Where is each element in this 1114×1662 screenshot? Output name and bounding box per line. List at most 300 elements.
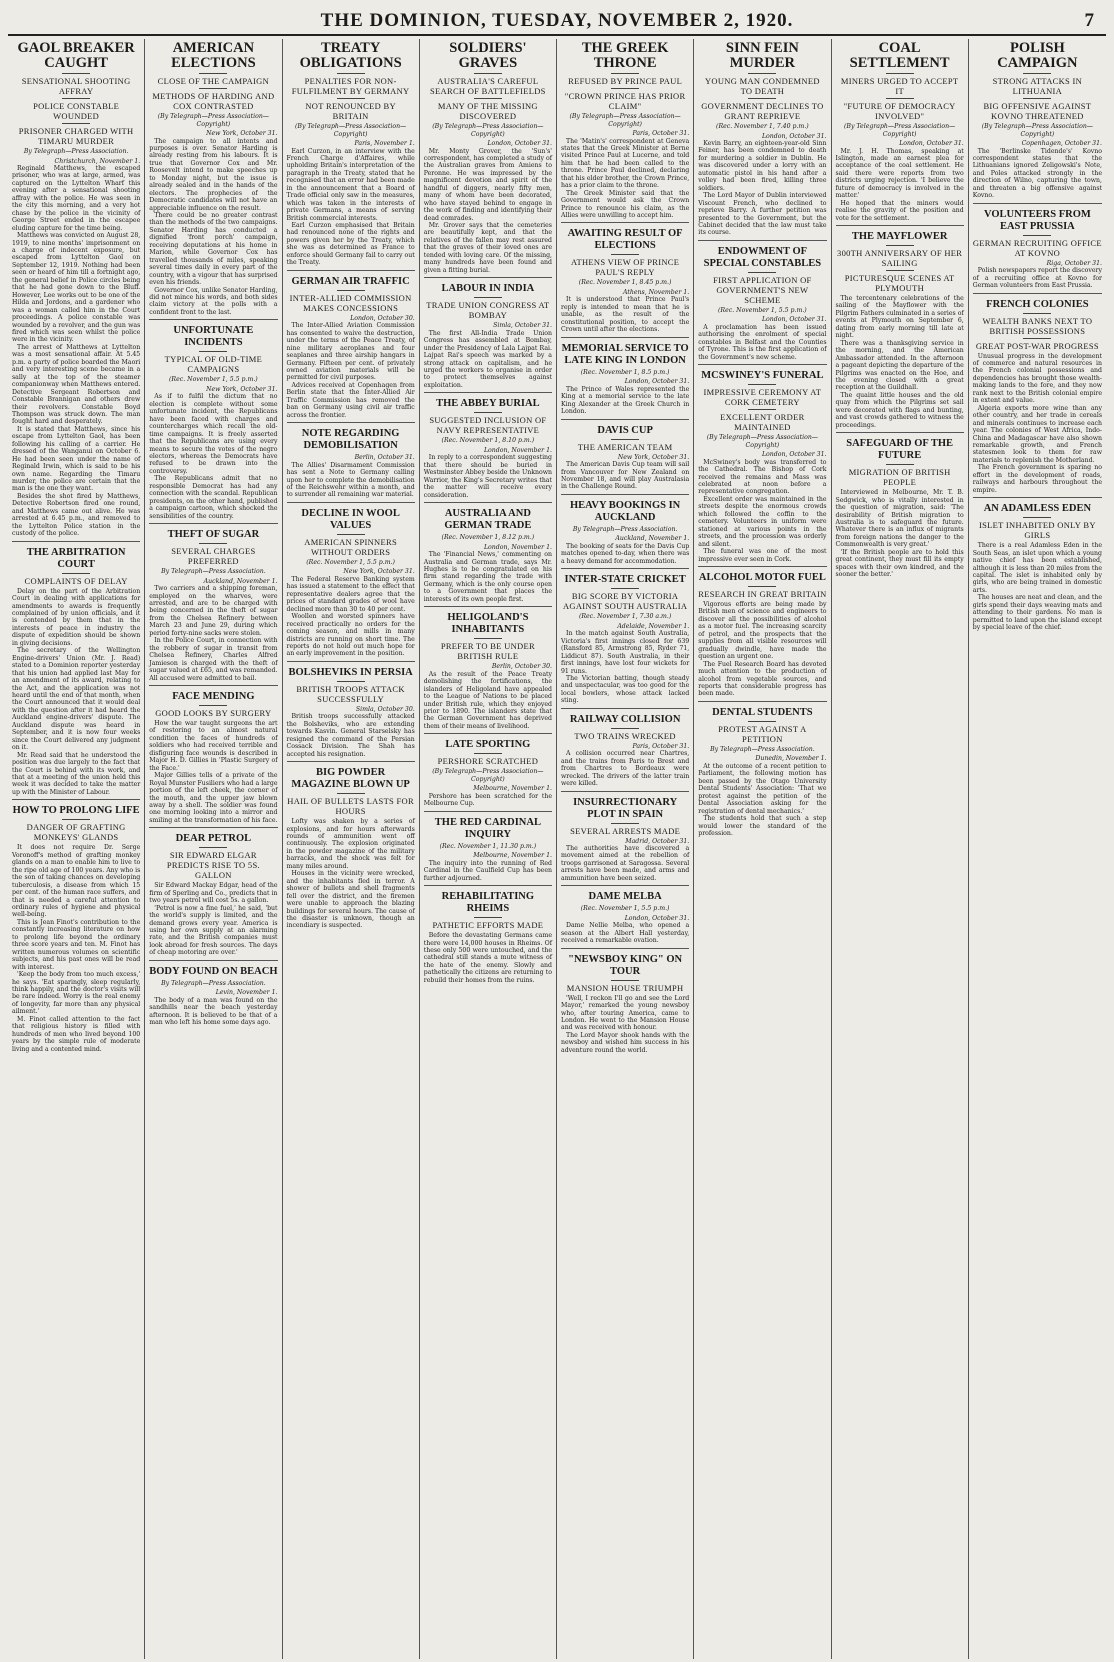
body-paragraph: The Victorian batting, though steady and unspectacular, was too good for the local bowlers, whose attack lacked sting. xyxy=(561,674,690,705)
deck-rule xyxy=(611,980,639,981)
body-paragraph: There was a thanksgiving service in the morning, and the American Ambassador attended. In the afternoon a pageant depicting the departure of the Pilgrims was enacted on the Hoe, and the evening closed with a great reception at the Guildhall. xyxy=(835,339,964,392)
article-rehabilitating-rheims xyxy=(424,885,552,984)
body-paragraph: Matthews was convicted on August 28, 1919, to nine months' imprisonment on a charge of indecent exposure, but escaped from Lyttelton Gaol on September 12, 1919. Nothing had been seen or heard of him till a fortnight ago, the general belief in Police circles being that he had gone down to the Bluff. However, Lee works out to be one of the Hilda and Jordons, and a gardener who was a woman called him in the Court proceedings. A police constable was wounded by a revolver, and the gun was fired which was seen whilst the police were in the vicinity. xyxy=(12,232,141,344)
article-bolsheviks-in-persia xyxy=(287,661,415,758)
body-paragraph: There is a real Adamless Eden in the South Seas, an islet upon which a young native chief has been established, although it is less than 20 miles from the capital. The islet is inhabited only by girls, who are being trained in domestic arts. xyxy=(972,542,1102,594)
body-paragraph: The quaint little houses and the old quay from which the Pilgrims set sail were decorated with flags and bunting, and vast crowds gathered to witness the proceedings. xyxy=(835,391,964,429)
body-paragraph: There could be no greater contrast than the methods of the two campaigns. Senator Harding has conducted a dignified 'front porch' campaign, receiving deputations at his home in Marion, while Governor Cox has travelled thousands of miles, speaking several times daily in every part of the country, with a vigour that has surprised even his friends. xyxy=(149,212,278,287)
article-theft-of-sugar xyxy=(149,523,277,682)
deck-rule xyxy=(611,588,639,589)
headline: HEAVY BOOKINGS IN AUCKLAND xyxy=(569,499,681,523)
dateline: Athens, November 1. xyxy=(623,288,690,296)
article-note-regarding-demobilisation xyxy=(287,422,415,499)
byline: By Telegraph—Press Association. xyxy=(161,568,266,576)
dateline: Paris, October 31. xyxy=(632,742,690,750)
deck-headline: MINERS URGED TO ACCEPT IT xyxy=(840,76,959,96)
dateline: Madrid, October 31. xyxy=(625,837,690,845)
dateline: Berlin, October 30. xyxy=(491,663,552,671)
dateline: Melbourne, November 1. xyxy=(473,785,552,793)
body-paragraph: The authorities have discovered a movement aimed at the rebellion of troops garrisoned at Saragossa. Several arrests have been made, and arms and ammunition have been seized. xyxy=(561,845,690,882)
article-late-sporting xyxy=(424,733,552,807)
byline: (By Telegraph—Press Association—Copyright) xyxy=(157,113,269,128)
headline: COAL SETTLEMENT xyxy=(849,40,950,71)
deck-headline: MIGRATION OF BRITISH PEOPLE xyxy=(848,467,951,488)
deck-headline: YOUNG MAN CONDEMNED TO DEATH xyxy=(704,76,820,96)
deck-headline: SEVERAL CHARGES PREFERRED xyxy=(171,546,256,567)
headline: AMERICAN ELECTIONS xyxy=(171,40,256,71)
headline: BOLSHEVIKS IN PERSIA xyxy=(288,666,413,678)
column-4 xyxy=(420,39,557,1659)
byline: (By Telegraph—Press Association—Copyright) xyxy=(432,123,544,138)
dateline: London, October 31. xyxy=(899,140,964,147)
body-paragraph: The Republicans admit that no responsible Democrat has had any connection with the scandal. Republican presidents, on the other hand, published a campaign cartoon, which shocked the sensibilities of the country. xyxy=(149,475,278,520)
headline: AN ADAMLESS EDEN xyxy=(983,503,1092,515)
deck-rule xyxy=(337,681,365,682)
deck-headline: IMPRESSIVE CEREMONY AT CORK CEMETERY xyxy=(703,387,822,408)
headline: BODY FOUND ON BEACH xyxy=(149,965,278,977)
body-paragraph: As if to fulfil the dictum that no election is complete without some unfortunate incident, the Republicans have been faced with charges and countercharges which recall the old-time campaigns. It is freely asserted that the Republicans are using every means to secure the votes of the negro electors, whereas the Democrats have refused to be drawn into the controversy. xyxy=(149,393,278,475)
deck-headline: AUSTRALIA'S CAREFUL SEARCH OF BATTLEFIELDS xyxy=(430,76,546,96)
dateline: Christchurch, November 1. xyxy=(54,157,141,165)
deck-rule xyxy=(62,98,90,99)
deck-rule xyxy=(886,464,914,465)
headline: THE RED CARDINAL INQUIRY xyxy=(434,816,541,840)
deck-rule xyxy=(748,409,776,410)
body-paragraph: It is understood that Prince Paul's reply is intended to mean that he is unable, as the result of the constitutional position, to accept the Crown until after the elections. xyxy=(561,296,690,334)
dateline: London, October 31. xyxy=(761,316,827,324)
body-paragraph: Polish newspapers report the discovery of a recruiting office at Kovno for German volunteers from East Prussia. xyxy=(972,267,1102,290)
body-paragraph: As the result of the Peace Treaty demolishing the fortifications, the islanders of Heligoland have appealed to the League of Nations to be placed under British rule, which they enjoyed prior to 1890. The islanders state that the German Government has deprived them of their means of livelihood. xyxy=(423,670,552,730)
body-paragraph: The body of a man was found on the sandhills near the beach yesterday afternoon. It is believed to be that of a man who left his home some days ago. xyxy=(149,996,278,1027)
dateline: Auckland, November 1. xyxy=(203,577,278,585)
article-safeguard-of-the-future xyxy=(836,432,964,578)
deck-headline: PERSHORE SCRATCHED xyxy=(437,756,539,767)
deck-headline: POLICE CONSTABLE WOUNDED xyxy=(33,101,120,121)
masthead-title: THE DOMINION, TUESDAY, NOVEMBER 2, 1920. xyxy=(320,10,794,31)
deck-headline: SEVERAL ARRESTS MADE xyxy=(570,825,681,836)
deck-headline: PICTURESQUE SCENES AT PLYMOUTH xyxy=(844,273,955,294)
dateline: London, October 31. xyxy=(624,914,690,922)
byline: (Rec. November 1, 5.5 p.m.) xyxy=(169,376,258,384)
article-dame-melba xyxy=(561,885,689,944)
dateline: Auckland, November 1. xyxy=(615,535,690,543)
body-paragraph: In reply to a correspondent suggesting that there should be buried in Westminster Abbey beside the Unknown Warrior, the King's Secretary writes that the matter will receive every consideration. xyxy=(423,454,552,499)
article-polish-campaign xyxy=(973,41,1102,200)
article-big-powder-magazine-blown-up xyxy=(287,761,415,930)
headline: DEAR PETROL xyxy=(175,833,252,845)
deck-rule xyxy=(337,290,365,291)
deck-rule xyxy=(886,270,914,271)
deck-headline: GOVERNMENT DECLINES TO GRANT REPRIEVE xyxy=(701,101,824,121)
body-paragraph: Delay on the part of the Arbitration Court in dealing with applications for amendments to awards is frequently complained of by union officials, and it is contended by them that in the interests of peace in industry the dispute of expedition should be shown in giving decisions. xyxy=(12,587,141,647)
deck-headline: HAIL OF BULLETS LASTS FOR HOURS xyxy=(287,796,414,817)
deck-headline: EXCELLENT ORDER MAINTAINED xyxy=(720,412,805,433)
body-paragraph: Before the devastating Germans came there were 14,000 houses in Rheims. Of these only 500 were untouched, and the cathedral still stands a mute witness of the hate of the enemy. Slowly and pathetically the citizens are returning to rebuild their homes from the ruins. xyxy=(423,932,552,984)
body-paragraph: Sir Edward Mackay Edgar, head of the firm of Sperling and Co., predicts that in two years petrol will cost 5s. a gallon. xyxy=(149,882,278,905)
body-paragraph: Governor Cox, unlike Senator Harding, did not mince his words, and both sides claim victory at the polls with a confident front to the last. xyxy=(149,286,278,316)
body-paragraph: The Prince of Wales represented the King at a memorial service to the late King Alexander at the Greek Church in London. xyxy=(561,385,690,416)
deck-headline: PRISONER CHARGED WITH TIMARU MURDER xyxy=(18,126,134,146)
body-paragraph: Advices received at Copenhagen from Berlin state that the Inter-Allied Air Traffic Commission has removed the ban on Germany using civil air traffic across the frontier. xyxy=(286,381,415,419)
article-sinn-fein-murder xyxy=(698,41,826,237)
body-paragraph: Unusual progress in the development of commerce and natural resources in the French colonial possessions and dependencies has brought those wealth-making lands to the fore, and they now rank next to the British colonial empire in extent and value. xyxy=(972,352,1102,405)
dateline: Paris, October 31. xyxy=(632,130,690,137)
deck-headline: BRITISH TROOPS ATTACK SUCCESSFULLY xyxy=(296,683,405,704)
deck-headline: PREFER TO BE UNDER BRITISH RULE xyxy=(440,641,535,662)
body-paragraph: The 'Matin's' correspondent at Geneva states that the Greek Minister at Berne visited Prince Paul at Lucerne, and told him that he had been called to the throne. Prince Paul declined, declaring that his elder brother, the Crown Prince, has a prior claim to the throne. xyxy=(561,137,690,190)
dateline: Berlin, October 31. xyxy=(354,454,415,462)
deck-headline: SUGGESTED INCLUSION OF NAVY REPRESENTATIVE xyxy=(429,415,547,436)
body-paragraph: The students hold that such a step would lower the standard of the profession. xyxy=(698,815,827,837)
headline: GAOL BREAKER CAUGHT xyxy=(17,40,135,71)
deck-rule xyxy=(1023,73,1051,74)
body-paragraph: 'Petrol is now a fine fuel,' he said, 'but the world's supply is limited, and the demand grows every year. America is using her own supply at an alarming rate, and the British companies must look abroad for fresh sources. The days of cheap motoring are over.' xyxy=(149,904,278,957)
article-volunteers-from-east-prussia xyxy=(973,203,1102,290)
byline: (Rec. November 1, 8.5 p.m.) xyxy=(580,368,670,376)
body-paragraph: Excellent order was maintained in the streets despite the enormous crowds which followed the coffin to the cemetery. Volunteers in uniform were stationed at various points in the streets, and the procession was orderly and silent. xyxy=(698,495,827,548)
deck-rule xyxy=(1023,235,1051,236)
deck-rule xyxy=(748,384,776,385)
article-awaiting-result-of-elections xyxy=(561,222,689,333)
body-paragraph: The Inter-Allied Aviation Commission has consented to waive the destruction, under the terms of the Peace Treaty, of nine military aeroplanes and four seaplanes and three airship hangars in Germany. Fifteen per cent. of privately owned aviation materials will be permitted for civil purposes. xyxy=(286,322,415,382)
deck-rule xyxy=(611,823,639,824)
body-paragraph: The Federal Reserve Banking system has issued a statement to the effect that representative dealers agree that the prices of standard grades of wool have declined more than 30 to 40 per cent. xyxy=(286,575,415,613)
body-paragraph: Major Gillies tells of a private of the Royal Munster Fusiliers who had a large portion of the left cheek, the corner of the mouth, and the upper jaw blown away by a shell. The soldier was found one morning looking into a mirror and smiling at the transformation of his face. xyxy=(149,772,278,824)
dateline: Simla, October 31. xyxy=(493,322,552,330)
headline: HELIGOLAND'S INHABITANTS xyxy=(447,612,529,636)
dateline: Riga, October 31. xyxy=(1046,259,1102,267)
deck-rule xyxy=(62,573,90,574)
column-8 xyxy=(969,39,1106,1659)
dateline: Paris, November 1. xyxy=(354,140,415,147)
article-american-elections xyxy=(149,41,277,316)
byline: (Rec. November 1, 5.5 p.m.) xyxy=(718,306,807,314)
deck-headline: MANSION HOUSE TRIUMPH xyxy=(566,982,684,993)
deck-headline: DANGER OF GRAFTING MONKEYS' GLANDS xyxy=(26,822,126,843)
page-number: 7 xyxy=(1084,10,1094,31)
article-labour-in-india xyxy=(424,277,552,389)
headline: LATE SPORTING xyxy=(445,739,531,751)
body-paragraph: British troops successfully attacked the Bolsheviks, who are extending towards Kasvin. General Starselsky has resigned the command of the Persian Cossack Division. The Shah has accepted his resignation. xyxy=(286,713,415,758)
deck-rule xyxy=(337,98,365,99)
deck-rule xyxy=(474,412,502,413)
dateline: New York, October 31. xyxy=(617,453,690,461)
deck-headline: PENALTIES FOR NON-FULFILMENT BY GERMANY xyxy=(291,76,410,96)
byline: By Telegraph—Press Association. xyxy=(161,979,266,987)
byline: (By Telegraph—Press Association—Copyright) xyxy=(706,434,818,449)
byline: (By Telegraph—Press Association—Copyright) xyxy=(843,123,956,138)
body-paragraph: Reginald Matthews, the escaped prisoner, who was at large, armed, was captured on the Lyttelton Wharf this evening after a sensational shooting affray with the police. He was seen in the city this morning, and a very hot chase by the police in the vicinity of George Street ended in the escapee eluding capture for the time being. xyxy=(12,165,141,232)
headline: VOLUNTEERS FROM EAST PRUSSIA xyxy=(983,208,1091,232)
body-paragraph: The booking of seats for the Davis Cup matches opened to-day, when there was a heavy demand for accommodation. xyxy=(561,542,690,565)
deck-rule xyxy=(199,543,227,544)
body-paragraph: The 'Berlinske Tidende's' Kovno correspondent states that the Lithuanians ignored Zeligowski's Note, and Poles attacked strongly in the direction of Wilno, capturing the town, and threaten a big offensive against Kovno. xyxy=(972,147,1102,200)
article-newsboy-king-on-tour xyxy=(561,948,689,1055)
headline: NOTE REGARDING DEMOBILISATION xyxy=(301,428,400,452)
body-paragraph: In the Police Court, in connection with the robbery of sugar in transit from Chelsea Refinery, Charles Alfred Jamieson is charged with the theft of sugar valued at £65, and was remanded. All accused were admitted to bail. xyxy=(149,637,278,682)
column-5 xyxy=(557,39,694,1659)
deck-headline: GERMAN RECRUITING OFFICE AT KOVNO xyxy=(972,237,1102,258)
deck-rule xyxy=(1023,517,1051,518)
body-paragraph: He hoped that the miners would realise the gravity of the position and vote for the settlement. xyxy=(835,199,964,222)
deck-headline: CLOSE OF THE CAMPAIGN xyxy=(157,76,270,86)
deck-headline: BIG SCORE BY VICTORIA AGAINST SOUTH AUSTRALIA xyxy=(562,591,688,612)
body-paragraph: The tercentenary celebrations of the sailing of the Mayflower with the Pilgrim Fathers culminated in a series of events at Plymouth on September 6, dating from early morning till late at night. xyxy=(835,295,964,340)
headline: ALCOHOL MOTOR FUEL xyxy=(698,572,826,583)
article-australia-and-german-trade xyxy=(424,502,552,603)
deck-headline: PROTEST AGAINST A PETITION xyxy=(718,723,807,744)
deck-rule xyxy=(611,254,639,255)
article-treaty-obligations xyxy=(287,41,415,267)
headline: THEFT OF SUGAR xyxy=(167,529,260,541)
article-soldiers-graves xyxy=(424,41,552,274)
body-paragraph: The Fuel Research Board has devoted much attention to the production of alcohol from vegetable sources, and reports that considerable progress has been made. xyxy=(698,660,827,698)
body-paragraph: The campaign to all intents and purposes is over. Senator Harding is already resting from his labours. It is true that Governor Cox and Mr. Roosevelt intend to make speeches up to Monday night, but the issue is already sealed and in the hands of the electors. The prophecies of the Democratic candidates will not have an appreciable influence on the result. xyxy=(149,137,278,212)
deck-rule xyxy=(474,638,502,639)
deck-headline: 300TH ANNIVERSARY OF HER SAILING xyxy=(837,248,963,269)
article-dear-petrol xyxy=(149,827,277,957)
body-paragraph: The inquiry into the running of Red Cardinal in the Caulfield Cup has been further adjourned. xyxy=(423,859,552,882)
body-paragraph: Pershore has been scratched for the Melbourne Cup. xyxy=(423,792,552,808)
headline: "NEWSBOY KING" ON TOUR xyxy=(568,953,683,977)
article-the-greek-throne xyxy=(561,41,689,219)
byline: By Telegraph—Press Association. xyxy=(23,148,129,155)
article-an-adamless-eden xyxy=(973,497,1102,631)
dateline: London, October 30. xyxy=(350,314,415,322)
deck-headline: REFUSED BY PRINCE PAUL xyxy=(568,76,683,86)
body-paragraph: The first All-India Trade Union Congress has assembled at Bombay, under the Presidency of Lala Lajpat Rai. Lajpat Rai's speech was marked by a strong attack on capitalism, and he urged the workers to organise in order to protect themselves against exploitation. xyxy=(423,329,552,389)
dateline: London, November 1. xyxy=(483,446,552,454)
body-paragraph: 'If the British people are to hold this great continent, they must fill its empty spaces with their own kindred, and the sooner the better.' xyxy=(835,548,964,579)
deck-rule xyxy=(474,753,502,754)
columns xyxy=(8,39,1106,1659)
body-paragraph: The Greek Minister said that the Government would ask the Crown Prince to renounce his claim, as the Allies were unwilling to accept him. xyxy=(561,189,690,220)
deck-headline: SENSATIONAL SHOOTING AFFRAY xyxy=(21,76,131,96)
article-alcohol-motor-fuel xyxy=(698,566,826,698)
deck-rule xyxy=(199,88,227,89)
deck-headline: TYPICAL OF OLD-TIME CAMPAIGNS xyxy=(164,354,263,375)
headline: MEMORIAL SERVICE TO LATE KING IN LONDON xyxy=(561,342,689,366)
deck-rule xyxy=(1023,313,1051,314)
byline: (Rec. November 1, 8.10 p.m.) xyxy=(441,437,535,445)
dateline: London, October 31. xyxy=(624,378,690,386)
deck-headline: "CROWN PRINCE HAS PRIOR CLAIM" xyxy=(564,91,686,111)
deck-headline: TWO TRAINS WRECKED xyxy=(574,730,676,741)
deck-headline: RESEARCH IN GREAT BRITAIN xyxy=(698,589,827,599)
body-paragraph: Houses in the vicinity were wrecked, and the inhabitants fled in terror. A shower of bullets and shell fragments fell over the district, and the firemen were unable to approach the blazing buildings for several hours. The cause of the disaster is unknown, though an incendiary is suspected. xyxy=(286,870,415,930)
byline: (By Telegraph—Press Association—Copyright) xyxy=(569,113,681,128)
headline: THE ARBITRATION COURT xyxy=(26,546,126,570)
body-paragraph: 'Well, I reckon I'll go and see the Lord Mayor,' remarked the young newsboy who, after touring America, came to London. He went to the Mansion House and was received with honour. xyxy=(561,994,690,1032)
headline: SINN FEIN MURDER xyxy=(725,40,799,71)
deck-rule xyxy=(62,73,90,74)
headline: LABOUR IN INDIA xyxy=(441,283,535,295)
body-paragraph: Two carriers and a shipping foreman, employed on the wharves, were arrested, and are to be charged with being concerned in the theft of sugar from the Chelsea Refinery between March 23 and June 29, during which period forty-nine sacks were stolen. xyxy=(149,585,278,637)
byline: (By Telegraph—Press Association—Copyright) xyxy=(432,768,544,783)
article-unfortunate-incidents xyxy=(149,319,277,520)
headline: DAVIS CUP xyxy=(597,424,653,436)
deck-rule xyxy=(748,98,776,99)
article-face-mending xyxy=(149,685,277,824)
body-paragraph: Lofty was shaken by a series of explosions, and for hours afterwards rounds of ammunition went off continuously. The explosion originated in the powder magazine of the military barracks, and the shock was felt for many miles around. xyxy=(286,818,415,870)
deck-rule xyxy=(748,272,776,273)
byline: (Rec. November 1, 8.45 p.m.) xyxy=(578,279,672,287)
deck-headline: PATHETIC EFFORTS MADE xyxy=(432,920,544,931)
byline: (By Telegraph—Press Association—Copyright) xyxy=(294,123,407,138)
body-paragraph: In the match against South Australia, Victoria's first innings closed for 639 (Ransford 85, Armstrong 85, Ryder 71, Liddicut 87). South Australia, in their first innings, have lost four wickets for 91 runs. xyxy=(561,630,690,675)
body-paragraph: Woollen and worsted spinners have received practically no orders for the coming season, and mills in many districts are running on short time. The reports do not hold out much hope for an early improvement in the position. xyxy=(286,613,415,658)
body-paragraph: Dame Nellie Melba, who opened a season at the Albert Hall yesterday, received a remarkable ovation. xyxy=(561,922,690,945)
deck-headline: NOT RENOUNCED BY BRITAIN xyxy=(305,101,396,121)
byline: (Rec. November 1, 7.30 a.m.) xyxy=(578,613,672,621)
headline: ENDOWMENT OF SPECIAL CONSTABLES xyxy=(703,245,822,269)
body-paragraph: Mr. J. H. Thomas, speaking at Islington, made an earnest plea for acceptance of the coal settlement. He said there were reports from two districts urging rejection. 'I believe the future of democracy is involved in the matter.' xyxy=(835,147,964,200)
deck-rule xyxy=(611,88,639,89)
body-paragraph: How the war taught surgeons the art of restoring to an almost natural condition the faces of hundreds of soldiers who had received terrible and disfiguring face wounds is described in Major H. D. Gillies in 'Plastic Surgery of the Face.' xyxy=(149,719,278,772)
headline: DECLINE IN WOOL VALUES xyxy=(301,507,400,531)
dateline: Dunedin, November 1. xyxy=(755,755,827,763)
byline: By Telegraph—Press Association. xyxy=(572,525,678,533)
headline: SOLDIERS' GRAVES xyxy=(449,40,527,71)
article-the-mayflower xyxy=(836,225,964,429)
headline: INSURRECTIONARY PLOT IN SPAIN xyxy=(573,796,678,820)
dateline: Simla, October 30. xyxy=(355,705,415,713)
body-paragraph: At the outcome of a recent petition to Parliament, the following motion has been passed by the Otago University Dental Students' Association: 'That we protest against the petition of the Dental Association asking for the registration of dental mechanics.' xyxy=(698,762,827,815)
body-paragraph: The Lord Mayor shook hands with the newsboy and wished him success in his adventure round the world. xyxy=(561,1031,690,1054)
masthead xyxy=(8,8,1106,36)
deck-headline: WEALTH BANKS NEXT TO BRITISH POSSESSIONS xyxy=(982,315,1093,336)
article-dental-students xyxy=(698,701,826,838)
body-paragraph: The 'Financial News,' commenting on Australia and German trade, says Mr. Hughes is to be congratulated on his firm stand regarding the trade with Germany, which is the only course open to a Government that places the interests of its own people first. xyxy=(423,551,552,603)
body-paragraph: This is Jean Finot's contribution to the constantly increasing literature on how to prolong life beyond the ordinary three score years and ten. M. Finot has written numerous volumes on scientific subjects, and his past ones will be read with interest. xyxy=(12,918,141,971)
byline: (By Telegraph—Press Association—Copyright) xyxy=(981,123,1093,138)
headline: MCSWINEY'S FUNERAL xyxy=(701,370,824,382)
article-the-red-cardinal-inquiry xyxy=(424,811,552,882)
deck-headline: FIRST APPLICATION OF GOVERNMENT'S NEW SCHEME xyxy=(713,274,812,305)
deck-rule xyxy=(474,98,502,99)
headline: FRENCH COLONIES xyxy=(986,298,1089,310)
deck-headline: THE AMERICAN TEAM xyxy=(577,441,673,452)
deck-headline: MANY OF THE MISSING DISCOVERED xyxy=(437,101,538,121)
article-railway-collision xyxy=(561,708,689,788)
deck-rule xyxy=(474,73,502,74)
body-paragraph: It is stated that Matthews, since his escape from Lyttelton Gaol, has been following his calling of a carrier. He dressed of the Wanganui on October 6. He had been seen under the name of Reginald Irwin, which is said to be his own name. Regarding the Timaru murder, the police are certain that the man is the one they want. xyxy=(12,425,141,493)
body-paragraph: Earl Curzon, in an interview with the French Charge d'Affaires, while upholding Britain's interpretation of the paragraph in the Treaty, stated that he recognised that an error had been made in the announcement that a Board of Trade official only saw in the measures, which was taken in the interests of private Germans, a means of serving British commercial interests. xyxy=(286,147,415,222)
body-paragraph: The American Davis Cup team will sail from Vancouver for New Zealand on November 18, and will play Australasia in the Challenge Round. xyxy=(561,461,690,491)
dateline: Adelaide, November 1. xyxy=(617,622,690,630)
deck-rule xyxy=(611,728,639,729)
deck-headline: AMERICAN SPINNERS WITHOUT ORDERS xyxy=(304,536,397,557)
headline: DENTAL STUDENTS xyxy=(712,706,813,718)
body-paragraph: Kevin Barry, an eighteen-year-old Sinn Feiner, has been condemned to death for murdering a soldier in Dublin. He was discovered under a lorry with an automatic pistol in his hand after a volley had been fired, killing three soldiers. xyxy=(698,140,827,192)
article-insurrectionary-plot-in-spain xyxy=(561,791,689,883)
dateline: New York, October 31. xyxy=(206,130,278,137)
byline: (Rec. November 1, 11.30 p.m.) xyxy=(439,842,537,850)
article-decline-in-wool-values xyxy=(287,502,415,658)
dateline: Melbourne, November 1. xyxy=(473,852,552,860)
byline: (Rec. November 1, 5.5 p.m.) xyxy=(306,558,395,566)
article-gaol-breaker-caught xyxy=(12,41,140,538)
headline: BIG POWDER MAGAZINE BLOWN UP xyxy=(291,767,410,791)
deck-rule xyxy=(886,73,914,74)
body-paragraph: Mr. Grover says that the cemeteries are beautifully kept, and that the relatives of the fallen may rest assured that the graves of their loved ones are tended with loving care. Of the missing, many hundreds have been found and given a fitting burial. xyxy=(423,222,552,274)
dateline: Levin, November 1. xyxy=(215,989,278,997)
article-heavy-bookings-in-auckland xyxy=(561,494,689,565)
headline: SAFEGUARD OF THE FUTURE xyxy=(846,438,953,462)
deck-rule xyxy=(199,847,227,848)
headline: INTER-STATE CRICKET xyxy=(564,574,686,586)
deck-rule xyxy=(337,534,365,535)
deck-rule xyxy=(199,73,227,74)
deck-rule xyxy=(886,245,914,246)
article-heligoland-s-inhabitants xyxy=(424,606,552,730)
column-2 xyxy=(145,39,282,1659)
headline: DAME MELBA xyxy=(588,891,662,903)
body-paragraph: Vigorous efforts are being made by British men of science and engineers to discover all the possibilities of alcohol as a motor fuel. The increasing scarcity of petrol, and the prospects that the supplies from all visible resources will gradually dwindle, have made the question an urgent one. xyxy=(698,601,827,661)
body-paragraph: The French government is sparing no effort in the development of roads, railways and harbours throughout the empire. xyxy=(972,464,1102,494)
deck-rule xyxy=(748,586,776,587)
deck-rule xyxy=(199,705,227,706)
byline: By Telegraph—Press Association. xyxy=(710,745,815,753)
body-paragraph: Besides the shot fired by Matthews, Detective Robertson fired one round, and Matthews came out alive. He was arrested at 6.45 p.m., and removed to the Lyttelton Police station in the custody of the police. xyxy=(12,492,141,538)
article-the-arbitration-court xyxy=(12,541,140,797)
article-mcswiney-s-funeral xyxy=(698,364,826,563)
body-paragraph: M. Finot called attention to the fact that religious history is filled with hundreds of men who lived beyond 100 years by the simple rule of moderate living and a contented mind. xyxy=(12,1015,141,1053)
headline: TREATY OBLIGATIONS xyxy=(299,40,402,71)
headline: AUSTRALIA AND GERMAN TRADE xyxy=(444,508,532,532)
deck-rule xyxy=(62,123,90,124)
article-french-colonies xyxy=(973,293,1102,495)
deck-rule xyxy=(748,73,776,74)
article-endowment-of-special-constables xyxy=(698,240,826,361)
body-paragraph: The arrest of Matthews at Lyttelton was a most sensational affair. At 5.45 p.m. a party of police boarded the Maori and very interesting scene became in a sally at the top of the steamer companionway when Matthews entered. Detective Sergeant Robertson and Constable Brannigan and others drew their revolvers. Constable Boyd Thompson was struck down. The man fought hard and desperately. xyxy=(12,343,141,426)
body-paragraph: A proclamation has been issued authorising the enrolment of special constables in Belfast and the Counties of Tyrone. This is the first application of the Government's new scheme. xyxy=(698,323,827,361)
deck-rule xyxy=(62,819,90,820)
deck-headline: INTER-ALLIED COMMISSION MAKES CONCESSIONS xyxy=(289,292,412,313)
article-body-found-on-beach xyxy=(149,960,277,1027)
headline: RAILWAY COLLISION xyxy=(569,713,681,725)
deck-headline: METHODS OF HARDING AND COX CONTRASTED xyxy=(152,91,275,111)
deck-rule xyxy=(337,73,365,74)
deck-rule xyxy=(337,793,365,794)
deck-headline: ISLET INHABITED ONLY BY GIRLS xyxy=(978,520,1096,541)
body-paragraph: The secretary of the Wellington Engine-drivers' Union (Mr. J. Read) stated to a Dominion reporter yesterday that his union had applied last May for an amendment of its award, relating to the Act, and the application was not heard until the end of that month, when the Court announced that it would deal with the question after it had heard the Auckland engine-drivers' dispute. The Auckland dispute was heard in September, and it is now four weeks since the Court delivered any judgment on it. xyxy=(12,647,141,752)
body-paragraph: It does not require Dr. Serge Voronoff's method of grafting monkey glands on a man to enable him to live to the ripe old age of 100 years. Any who is the son of taking chances on developing tuberculosis, a disease from which 15 per cent. of the human race suffers, and that is needed a careful attention to ordinary rules of hygiene and physical well-being. xyxy=(12,844,141,919)
body-paragraph: Earl Curzon emphasised that Britain had renounced none of the rights and powers given her by the Treaty, which she was as determined as France to enforce should Germany fail to carry out the Treaty. xyxy=(286,222,415,267)
article-davis-cup xyxy=(561,419,689,491)
byline: (Rec. November 1, 5.5 p.m.) xyxy=(580,905,670,913)
deck-rule xyxy=(199,351,227,352)
headline: REHABILITATING RHEIMS xyxy=(441,891,535,915)
body-paragraph: The Lord Mayor of Dublin interviewed Viscount French, who declined to reprieve Barry. A further petition was presented to the Government, but the Cabinet decided that the law must take its course. xyxy=(698,192,827,237)
article-how-to-prolong-life xyxy=(12,799,140,1053)
deck-headline: GREAT POST-WAR PROGRESS xyxy=(975,340,1099,351)
headline: UNFORTUNATE INCIDENTS xyxy=(173,325,254,349)
deck-rule xyxy=(611,439,639,440)
dateline: London, October 31. xyxy=(761,132,827,140)
headline: FACE MENDING xyxy=(172,690,255,702)
dateline: London, October 31. xyxy=(761,451,827,459)
body-paragraph: Mr. Monty Grover, the 'Sun's' correspondent, has completed a study of the Australian graves from Amiens to Peronne. He was impressed by the magnificent devotion and spirit of the handful of diggers, nearly fifty men, many of whom have been decorated, who have stayed behind to engage in the work of finding and identifying their dead comrades. xyxy=(423,147,552,222)
deck-rule xyxy=(1023,98,1051,99)
deck-rule xyxy=(1023,338,1051,339)
headline: HOW TO PROLONG LIFE xyxy=(12,805,140,817)
headline: AWAITING RESULT OF ELECTIONS xyxy=(567,228,683,252)
body-paragraph: 'Keep the body from too much excess,' he says. 'Eat sparingly, sleep regularly, think happily, and the doctor's visits will be rare indeed. Worry is the real enemy of longevity, far more than any physical ailment.' xyxy=(12,971,141,1016)
deck-headline: TRADE UNION CONGRESS AT BOMBAY xyxy=(426,300,550,321)
body-paragraph: McSwiney's body was transferred to the Cathedral. The Bishop of Cork received the remains and Mass was celebrated at noon before a representative congregation. xyxy=(698,458,827,496)
article-coal-settlement xyxy=(836,41,964,222)
